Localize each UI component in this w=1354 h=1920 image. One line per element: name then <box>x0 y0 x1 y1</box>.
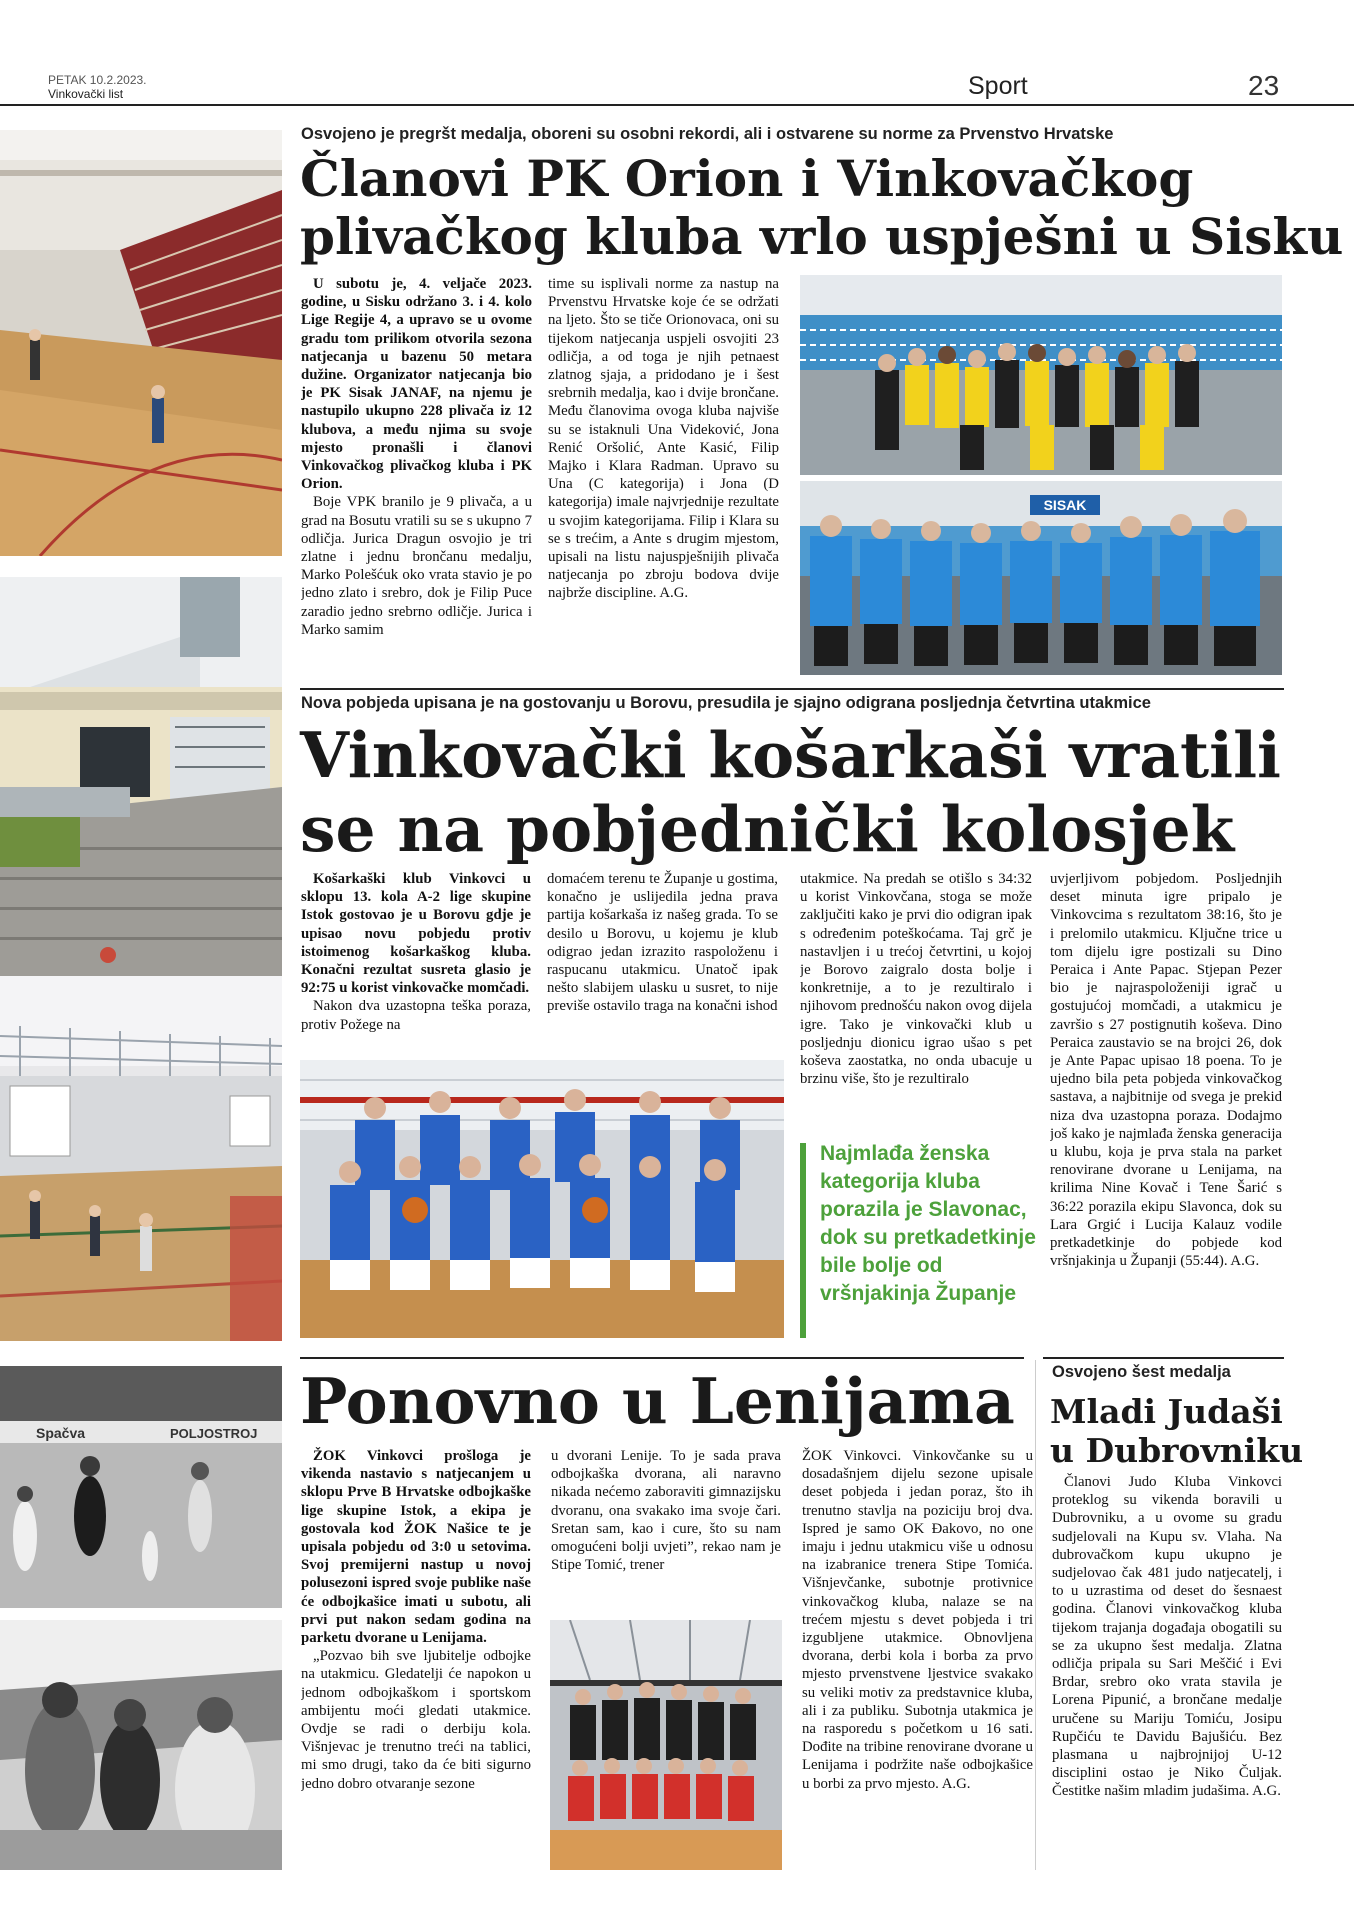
article1-column2 <box>548 275 779 675</box>
pullquote-bar <box>800 1143 806 1338</box>
article2-column3 <box>800 870 1032 1130</box>
historic-match-photo <box>0 1366 282 1608</box>
article1-lead: U subotu je, 4. veljače 2023. godine, u Sisku održano 3. i 4. kolo Lige Regije 4, a upravo se u ovome gradu tom prilikom otvorila sezona natjecanja u bazenu 50 metara dužine. Organizator natjecanja bio je PK Sisak JANAF, na njemu je nastupilo ukupno 228 plivača iz 12 klubova, a među njima su svoje mjesto pronašli i članovi Vinkovačkog plivačkog kluba i PK Orion. <box>301 276 532 493</box>
article3-lead: ŽOK Vinkovci prošloga je vikenda nastavio s natjecanjem u sklopu Prve B Hrvatske odbojkaške lige skupine Istok, a ekipa je gostovala kod ŽOK Našice te je upisala pobjedu od 3:0 u setovima. Svoj premijerni nastup u novoj polusezoni ispred svoje publike naše će odbojkašice imati u subotu, ali prvi put nakon sedam godina na parketu dvorane u Lenijama. <box>301 1448 531 1647</box>
historic-bench-photo <box>0 1620 282 1870</box>
article3-headline: Ponovno u Lenijama <box>300 1364 1015 1438</box>
newspaper-name: Vinkovački list <box>48 87 124 101</box>
article2-column2 <box>547 870 778 1056</box>
pool-banner-text: SISAK <box>1043 497 1087 513</box>
basketball-team-photo <box>300 1060 784 1338</box>
section-title: Sport <box>968 72 1028 100</box>
gym-interior-photo <box>0 130 282 556</box>
sports-hall-exterior-photo <box>0 577 282 977</box>
article3-column1 <box>301 1447 531 1870</box>
article4-kicker: Osvojeno šest medalja <box>1052 1363 1231 1381</box>
volleyball-team-photo <box>550 1620 782 1870</box>
article2-kicker: Nova pobjeda upisana je na gostovanju u Borovu, presudila je sjajno odigrana posljednja četvrtina utakmice <box>301 694 1151 712</box>
page-number: 23 <box>1248 70 1280 101</box>
article1-headline-line2: plivačkog kluba vrlo uspješni u Sisku <box>300 207 1344 266</box>
article1-column1 <box>301 275 532 675</box>
stadium-banner-poljostroj: POLJOSTROJ <box>170 1426 258 1441</box>
renovated-hall-interior-photo <box>0 976 282 1341</box>
article2-lead: Košarkaški klub Vinkovci u sklopu 13. kola A-2 lige skupine Istok gostovao je u Borovu gdje je upisao novu pobjedu protiv istoimenog košarkaškog kluba. Konačni rezultat susreta glasio je 92:75 u korist vinkovačke momčadi. <box>301 871 531 997</box>
article2-col3-body: utakmice. Na predah se otišlo s 34:32 u korist Vinkovčana, stoga se može zaključiti kako je prvi dio odigran ipak s određenim poteškoćama. Taj grč je nastavljen i u trećoj četvrtini, u kojoj je Borovo zaigralo dosta bolje i konkretnije, a to je rezultiralo i njihovom prednošću nakon ovog dijela igre. Tako je vinkovački klub u posljednju dionicu igrao ušao s pet koševa zaostatka, no onda ubacuje u brzinu više, što je rezultiralo <box>800 871 1032 1088</box>
article3-column2 <box>551 1447 781 1597</box>
article1-headline-line1: Članovi PK Orion i Vinkovačkog <box>300 149 1194 208</box>
article4-top-rule <box>1043 1357 1284 1359</box>
article2-col1-body: Nakon dva uzastopna teška poraza, protiv Požege na <box>301 998 531 1033</box>
article1-headline <box>300 150 1343 266</box>
article2-column1 <box>301 870 531 1056</box>
issue-date: PETAK 10.2.2023. <box>48 73 147 87</box>
article4-body <box>1052 1473 1282 1870</box>
article2-bottom-rule <box>300 1357 1024 1359</box>
article4-divider <box>1035 1360 1036 1870</box>
article1-bottom-rule <box>300 688 1284 690</box>
article2-pullquote: Najmlađa ženska kategorija kluba porazila je Slavonac, dok su pretkadetkinje bile bolje od vršnjakinja Županje <box>820 1142 1036 1305</box>
article1-col2-body: time su isplivali norme za nastup na Prvenstvu Hrvatske koje će se održati na ljeto. Što se tiče Orionovaca, oni su tijekom natjecanja uspjeli osvojiti 23 odličja, a od toga je njih petnaest zlatnog sjaja, a pridodano je i šest srebrnih medalja, kao i dvije brončane. Među članovima ovoga kluba najviše su se istaknuli Una Videković, Jona Renić Oršolić, Ante Kasić, Filip Majko i Klara Radman. Upravo su Una (C kategorija) i Jona (D kategorija) imale najvrjednije rezultate u svojim kategorijama. Filip i Klara su se s trećim, a Ante s drugim mjestom, upisali na listu najuspješnijih plivača natjecanja po zbroju bodova dvije najbrže discipline. A.G. <box>548 276 779 602</box>
article3-col2-body: u dvorani Lenije. To je sada prava odbojkaška dvorana, ali naravno nikada nećemo zaboraviti gimnazijsku dvoranu, ona svakako ima svoje čari. Sretan sam, kao i cure, što su nam omogućeni bolji uvjeti”, rekao nam je Stipe Tomić, trener <box>551 1448 781 1574</box>
article2-column4 <box>1050 870 1282 1342</box>
article2-headline-line1: Vinkovački košarkaši vratili <box>300 718 1281 792</box>
article4-body-text: Članovi Judo Kluba Vinkovci proteklog su vikenda boravili u Dubrovniku, a u ovome su gradu sudjelovali na Kupu sv. Vlaha. Na dubrovačkom kupu ukupno je sudjelovao čak 481 judo natjecatelj, i to u uzrastima od deset do šesnaest godina. Članovi vinkovačkog kluba tijekom trajanja događaja obogatili su se za ukupno šest medalja. Zlatna odličja pripala su Sari Meščić i Evi Brdar, srebro oko vrata stavila je Lorena Pipunić, a brončane medalje uručene su Mariju Tomiću, Josipu Rupčiću te Davidu Bajušiću. Bez plasmana u najbrojnijoj U-12 disciplini ostao je Niko Čuljak. Čestitke našim mladim judašima. A.G. <box>1052 1474 1282 1800</box>
article4-headline-line1: Mladi Judaši <box>1050 1392 1283 1431</box>
article4-headline-line2: u Dubrovniku <box>1050 1431 1304 1470</box>
article2-headline <box>300 718 1281 866</box>
vpk-swimmers-photo <box>800 481 1282 675</box>
article2-headline-line2: se na pobjednički kolosjek <box>300 792 1235 866</box>
article3-col1-body: „Pozvao bih sve ljubitelje odbojke na utakmicu. Gledatelji će napokon u jednom odbojkaškom i sportskom ambijentu moći gledati utakmice. Ovdje se radi o derbiju kola. Višnjevac je trenutno treći na tablici, mi smo drugi, tako da će biti sigurno jedno dobro otvaranje sezone <box>301 1648 531 1792</box>
article2-col4-body: uvjerljivom pobjedom. Posljednjih deset minuta igre pripalo je Vinkovcima s rezultatom 38:16, što je i prelomilo utakmicu. Ključne trice u tom dijelu igre postizali su Dino Peraica i Ante Papac. Stjepan Pezer bio je najraspoloženiji igrač u gostujućoj momčadi, a utakmicu je završio s 27 postignutih koševa. Dino Peraica zaustavio se na brojci 26, dok je Ante Papac upisao 18 poena. To je ujedno bila peta pobjeda vinkovačkog sastava, a najbitnije od svega je prekid niza dva uzastopna poraza. Dodajmo još kako je najmlađa ženska generacija u klubu, koja je prva stala na parket renovirane dvorane u Lenijama, na krilima Nine Kovač i Tene Šarić s 36:22 porazila ekipu Slavonca, dok su Lara Grgić i Lucija Kalauz vodile pretkadetkinje do pobjede kod vršnjakinja u Županji (55:44). A.G. <box>1050 871 1282 1270</box>
article1-kicker: Osvojeno je pregršt medalja, oboreni su osobni rekordi, ali i ostvarene su norme za Prvenstvo Hrvatske <box>301 125 1114 143</box>
article3-column3 <box>802 1447 1033 1870</box>
header-rule <box>0 104 1354 106</box>
article1-col1-body: Boje VPK branilo je 9 plivača, a u grad na Bosutu vratili su se s ukupno 7 odličja. Jurica Dragun osvojio je tri zlatne i jednu brončanu medalju, Marko Polešćuk oko vrata stavio je po jedno zlato i srebro, dok je Filip Puce zaradio jedno srebrno odličje. Jurica i Marko samim <box>301 494 532 638</box>
article2-col2-body: domaćem terenu te Županje u gostima, konačno je uslijedila jedna prava partija košarkaša iz našeg grada. To se desilo u Borovu, u kojemu je klub odigrao jedan izrazito raspoloženu i raspucanu utakmicu. Unatoč ipak nešto slabijem ulasku u susret, to nije previše ostavilo traga na konačni ishod <box>547 871 778 1015</box>
stadium-banner-spacva: Spačva <box>36 1425 86 1441</box>
article4-headline <box>1050 1392 1303 1470</box>
article3-col3-body: ŽOK Vinkovci. Vinkovčanke su u dosadašnjem dijelu sezone upisale deset pobjeda i jedan poraz, što ih trenutno stavlja na poziciju broj dva. Ispred je samo OK Đakovo, no one imaju i jednu utakmicu više u odnosu na izabranice trenera Stipe Tomića. Višnjevčanke, subotnje protivnice vinkovačkog kluba, nalaze se na trećem mjestu s devet pobjeda i tri izgubljene utakmice. Obnovljena dvorana, derbi kola i borba za prvo mjesto prvenstvene ljestvice svakako su veliki motiv za predstavnice kluba, ali i za publiku. Subotnja utakmica je na rasporedu s početkom u 16 sati. Dođite na tribine renovirane dvorane u Lenijama i podržite naše odbojkašice u borbi za prvo mjesto. A.G. <box>802 1448 1033 1792</box>
orion-swimmers-photo <box>800 275 1282 475</box>
